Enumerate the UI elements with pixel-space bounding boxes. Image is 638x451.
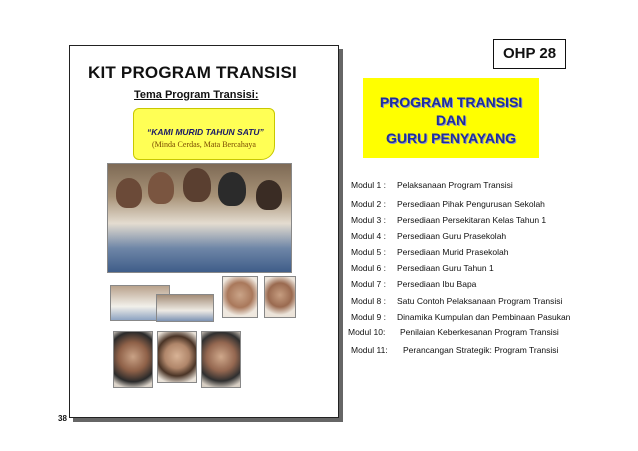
module-title: Penilaian Keberkesanan Program Transisi xyxy=(400,327,559,337)
page-number: 38 xyxy=(58,414,67,423)
cover-title: KIT PROGRAM TRANSISI xyxy=(88,63,297,82)
module-number: Modul 7 : xyxy=(351,279,386,289)
module-item xyxy=(351,345,559,355)
module-item xyxy=(351,296,563,306)
module-title: Persediaan Murid Prasekolah xyxy=(397,247,509,257)
module-title: Persediaan Guru Prasekolah xyxy=(397,231,507,241)
ohp-label: OHP 28 xyxy=(493,39,566,69)
module-title: Pelaksanaan Program Transisi xyxy=(397,180,513,190)
module-item xyxy=(351,263,494,273)
module-number: Modul 3 : xyxy=(351,215,386,225)
heading-line-3: GURU PENYAYANG xyxy=(386,130,516,146)
module-item xyxy=(351,199,545,209)
module-item xyxy=(351,180,513,190)
module-number: Modul 4 : xyxy=(351,231,386,241)
module-number: Modul 10: xyxy=(348,327,386,337)
module-number: Modul 5 : xyxy=(351,247,386,257)
photo-child-face-1 xyxy=(222,276,258,318)
module-title: Perancangan Strategik: Program Transisi xyxy=(403,345,559,355)
photo-classroom-2 xyxy=(156,294,214,322)
photo-child-face-3 xyxy=(113,331,153,388)
module-item xyxy=(351,247,509,257)
module-number: Modul 6 : xyxy=(351,263,386,273)
heading-line-2: DAN xyxy=(435,112,467,128)
module-number: Modul 8 : xyxy=(351,296,386,306)
module-title: Persediaan Persekitaran Kelas Tahun 1 xyxy=(397,215,547,225)
photo-child-face-4 xyxy=(157,331,197,383)
module-title: Persediaan Pihak Pengurusan Sekolah xyxy=(397,199,545,209)
module-number: Modul 9 : xyxy=(351,312,386,322)
module-title: Persediaan Ibu Bapa xyxy=(397,279,477,289)
module-number: Modul 2 : xyxy=(351,199,386,209)
group-photo-students xyxy=(107,163,292,273)
heading-line-1: PROGRAM TRANSISI xyxy=(379,94,523,110)
module-item xyxy=(351,279,477,289)
photo-child-face-2 xyxy=(264,276,296,318)
theme-quote: “KAMI MURID TAHUN SATU” xyxy=(147,127,264,137)
module-title: Persediaan Guru Tahun 1 xyxy=(397,263,494,273)
module-title: Dinamika Kumpulan dan Pembinaan Pasukan xyxy=(397,312,571,322)
module-item xyxy=(351,312,571,322)
module-number: Modul 1 : xyxy=(351,180,386,190)
module-title: Satu Contoh Pelaksanaan Program Transisi xyxy=(397,296,563,306)
theme-scroll-banner xyxy=(133,108,275,160)
module-item xyxy=(348,327,559,337)
program-heading-box xyxy=(363,78,539,158)
module-number: Modul 11: xyxy=(351,345,388,355)
theme-label: Tema Program Transisi: xyxy=(134,89,259,101)
photo-child-face-5 xyxy=(201,331,241,388)
theme-subtitle: (Minda Cerdas, Mata Bercahaya xyxy=(152,140,256,149)
module-item xyxy=(351,215,547,225)
module-item xyxy=(351,231,507,241)
